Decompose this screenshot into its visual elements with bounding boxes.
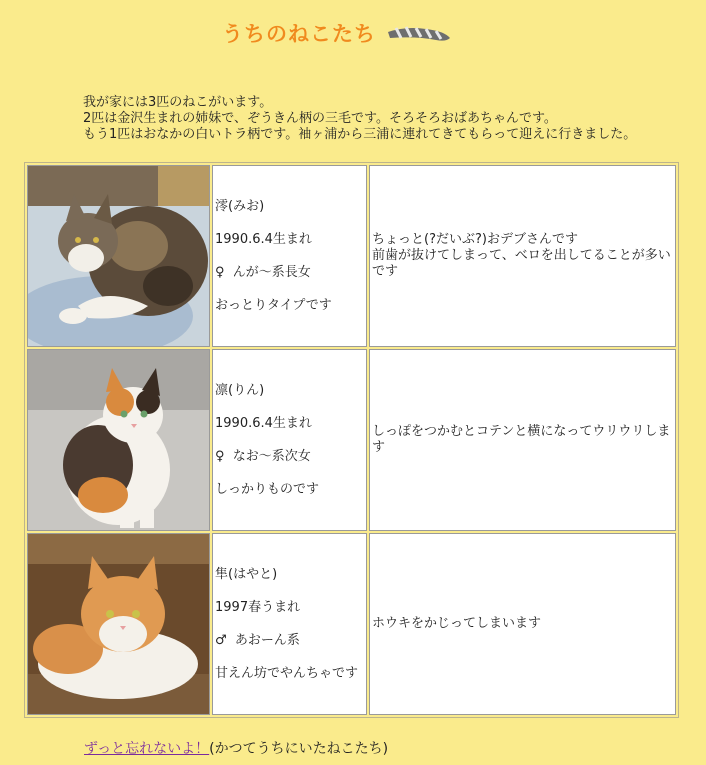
cat-name: 澪(みお) xyxy=(215,198,265,214)
cat-birth: 1990.6.4生まれ xyxy=(215,415,312,431)
intro-line: 我が家には3匹のねこがいます。 xyxy=(83,95,273,110)
cat-birth: 1997春うまれ xyxy=(215,599,301,615)
table-row xyxy=(27,349,676,531)
intro-line: もう1匹はおなかの白いトラ柄です。袖ヶ浦から三浦に連れてきてもらって迎えに行きました。 xyxy=(83,127,637,142)
cat-voice-type: あおーん系 xyxy=(234,632,300,648)
cat-birth: 1990.6.4生まれ xyxy=(215,231,312,247)
intro-text xyxy=(83,95,636,143)
gender-icon: ♀ xyxy=(215,448,225,464)
footer-text: (かつてうちにいたねこたち) xyxy=(209,741,389,757)
cat-note: ちょっと(?だいぶ?)おデブさんです xyxy=(372,232,578,247)
footer xyxy=(84,738,388,758)
cat-gender-type xyxy=(215,265,366,281)
cat-note: ホウキをかじってしまいます xyxy=(372,616,542,631)
cat-note-cell xyxy=(369,349,676,531)
cats-table xyxy=(24,162,679,718)
cat-photo-cell xyxy=(27,349,210,531)
cat-note: 前歯が抜けてしまって、ベロを出してることが多いです xyxy=(372,248,671,279)
cat-photo-cell xyxy=(27,533,210,715)
calico-cat-sitting-photo xyxy=(28,350,209,530)
cat-personality: おっとりタイプです xyxy=(215,297,332,313)
page-title: うちのねこたち xyxy=(222,22,376,46)
cat-note-cell xyxy=(369,533,676,715)
page-header xyxy=(222,18,452,48)
calico-cat-lying-photo xyxy=(28,166,209,346)
cat-photo-cell xyxy=(27,165,210,347)
cat-gender-type xyxy=(215,633,366,649)
cat-personality: しっかりものです xyxy=(215,481,320,497)
cat-info-cell xyxy=(212,533,367,715)
cat-name: 凛(りん) xyxy=(215,382,265,398)
cat-info-cell xyxy=(212,165,367,347)
table-row xyxy=(27,533,676,715)
cat-voice-type: なお〜系次女 xyxy=(232,448,311,464)
cat-name: 隼(はやと) xyxy=(215,566,278,582)
cat-personality: 甘えん坊でやんちゃです xyxy=(215,665,359,681)
gender-icon: ♂ xyxy=(215,632,227,648)
orange-tabby-cat-photo xyxy=(28,534,209,714)
cat-note: しっぽをつかむとコテンと横になってウリウリします xyxy=(372,424,671,455)
cat-note-cell xyxy=(369,165,676,347)
table-row xyxy=(27,165,676,347)
cat-gender-type xyxy=(215,449,366,465)
cat-tail-icon xyxy=(386,22,452,44)
memorial-link[interactable]: ずっと忘れないよ！ xyxy=(84,741,210,757)
cat-voice-type: んが〜系長女 xyxy=(232,264,311,280)
intro-line: 2匹は金沢生まれの姉妹で、ぞうきん柄の三毛です。そろそろおばあちゃんです。 xyxy=(83,111,557,126)
cat-info-cell xyxy=(212,349,367,531)
gender-icon: ♀ xyxy=(215,264,225,280)
